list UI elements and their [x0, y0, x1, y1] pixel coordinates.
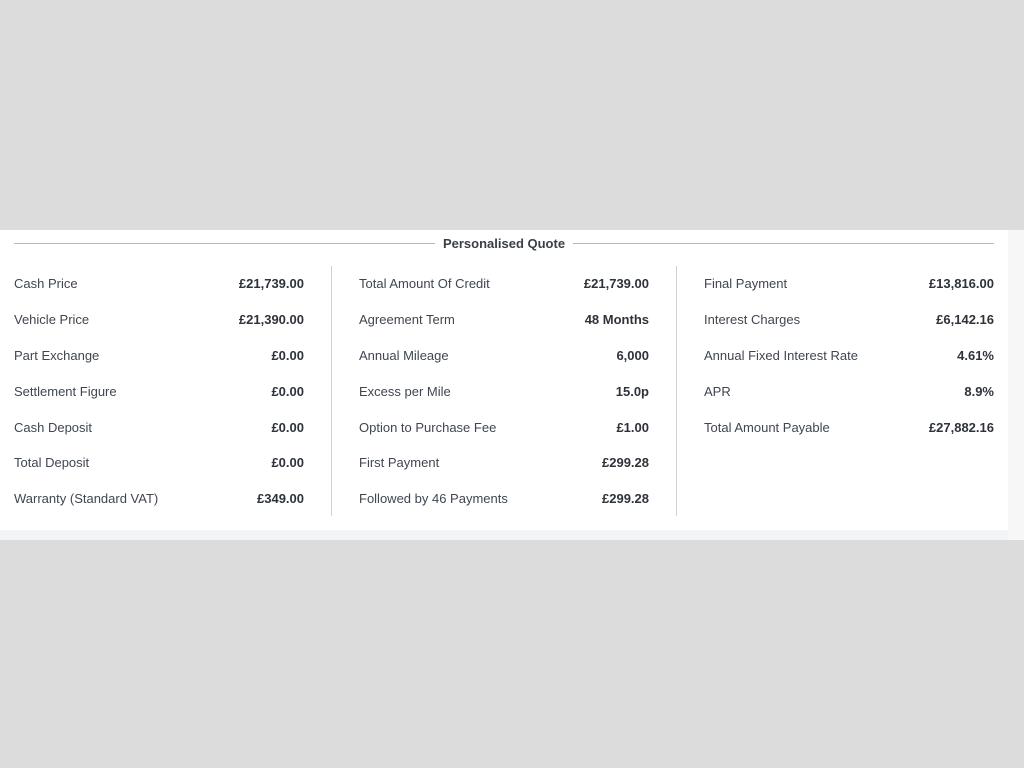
panel-bottom-strip — [0, 530, 1008, 540]
quote-row — [359, 266, 649, 302]
quote-column-2 — [359, 266, 649, 516]
row-label: First Payment — [359, 455, 440, 471]
row-label: Followed by 46 Payments — [359, 491, 508, 507]
row-label: Annual Mileage — [359, 347, 449, 363]
row-label: Vehicle Price — [14, 312, 90, 328]
row-label: Warranty (Standard VAT) — [14, 491, 159, 507]
quote-title-row — [14, 234, 994, 254]
row-value: £0.00 — [271, 383, 304, 399]
row-value: 15.0p — [615, 383, 649, 399]
row-label: Interest Charges — [704, 312, 801, 328]
row-label: Total Deposit — [14, 455, 90, 471]
row-value: £299.28 — [602, 455, 649, 471]
column-divider — [331, 266, 332, 516]
row-value: 8.9% — [964, 383, 994, 399]
quote-column-3 — [704, 266, 994, 516]
quote-row — [14, 266, 304, 302]
row-value: £1.00 — [616, 419, 649, 435]
quote-row — [359, 445, 649, 481]
column-divider — [676, 266, 677, 516]
quote-row — [359, 338, 649, 374]
row-label: Cash Deposit — [14, 419, 93, 435]
quote-row — [359, 481, 649, 517]
row-value: 48 Months — [584, 312, 649, 328]
row-value: £21,390.00 — [238, 312, 304, 328]
quote-row — [359, 409, 649, 445]
row-value: £299.28 — [602, 491, 649, 507]
row-label: Agreement Term — [359, 312, 455, 328]
row-label: Annual Fixed Interest Rate — [704, 347, 858, 363]
row-label: Excess per Mile — [359, 383, 451, 399]
row-value: £6,142.16 — [936, 312, 994, 328]
quote-row — [704, 373, 994, 409]
quote-title: Personalised Quote — [435, 234, 573, 254]
personalised-quote-panel — [0, 230, 1008, 530]
quote-row — [704, 302, 994, 338]
row-label: Total Amount Payable — [704, 419, 830, 435]
row-value: £0.00 — [271, 419, 304, 435]
row-value: £0.00 — [271, 347, 304, 363]
row-value: £13,816.00 — [928, 276, 994, 292]
quote-row — [14, 409, 304, 445]
row-label: Cash Price — [14, 276, 78, 292]
row-label: Settlement Figure — [14, 383, 117, 399]
row-label: Part Exchange — [14, 347, 100, 363]
row-value: 4.61% — [957, 347, 994, 363]
quote-row — [704, 409, 994, 445]
row-value: £349.00 — [257, 491, 304, 507]
quote-row — [359, 302, 649, 338]
row-label: Final Payment — [704, 276, 788, 292]
row-value: 6,000 — [616, 347, 649, 363]
quote-row — [704, 338, 994, 374]
quote-row — [14, 338, 304, 374]
quote-row — [359, 373, 649, 409]
quote-row — [14, 445, 304, 481]
row-value: £0.00 — [271, 455, 304, 471]
quote-column-1 — [14, 266, 304, 516]
panel-right-edge — [1008, 230, 1024, 540]
row-label: Total Amount Of Credit — [359, 276, 490, 292]
row-label: APR — [704, 383, 731, 399]
row-label: Option to Purchase Fee — [359, 419, 497, 435]
row-value: £21,739.00 — [583, 276, 649, 292]
quote-row — [704, 266, 994, 302]
quote-row — [14, 481, 304, 517]
row-value: £21,739.00 — [238, 276, 304, 292]
quote-row — [14, 373, 304, 409]
quote-row — [14, 302, 304, 338]
row-value: £27,882.16 — [928, 419, 994, 435]
